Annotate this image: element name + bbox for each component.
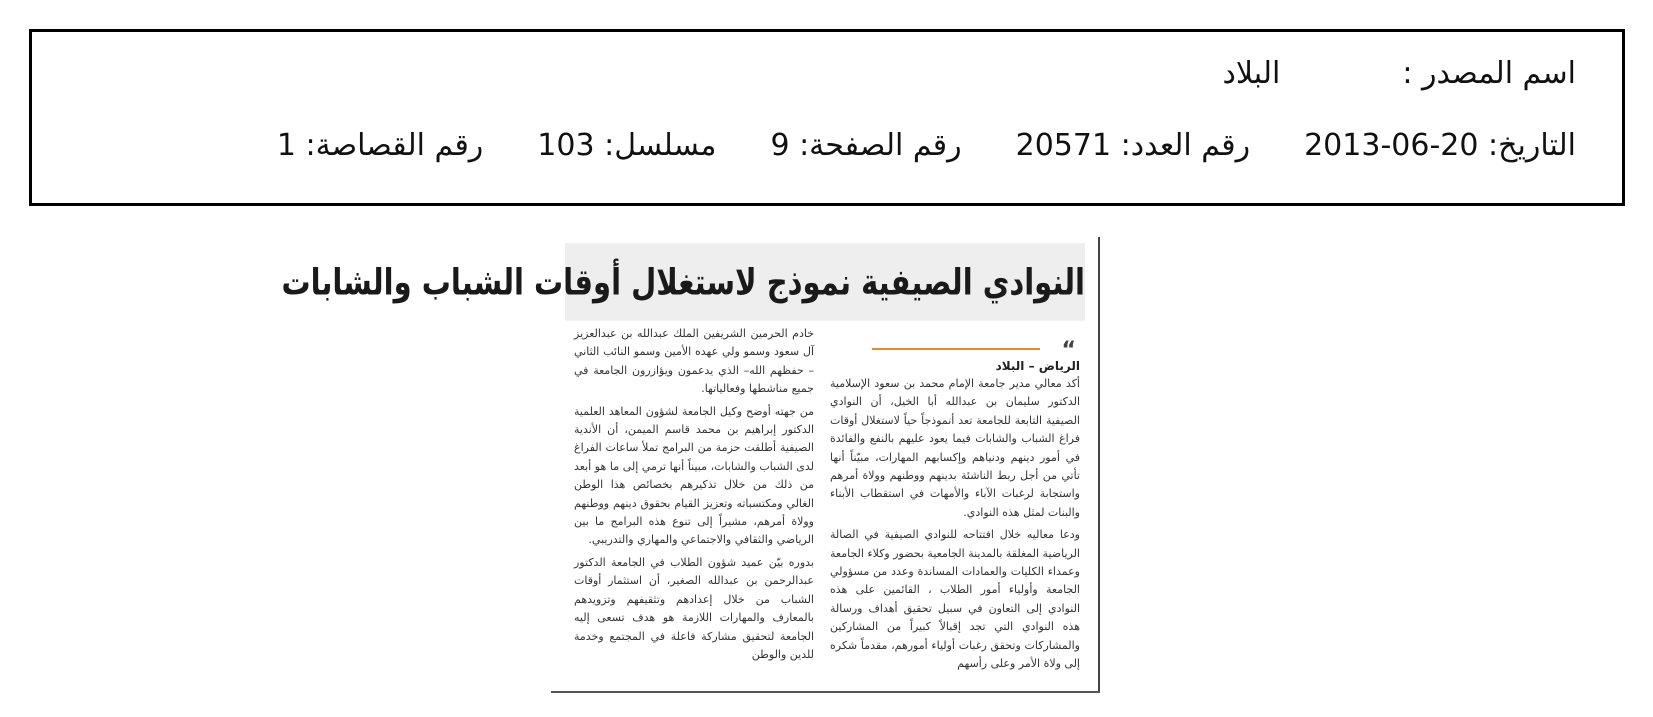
paragraph: بدوره بيّن عميد شؤون الطلاب في الجامعة الدكتور عبدالرحمن بن عبدالله الصغير، أن استثمار أوقات الشباب من خلال إعدادهم وتثقيفهم وتزويدهم بالمعارف والمهارات اللازمة هو هدف تسعى إليه الجامعة لتحقيق مشاركة فاعلة في المجتمع وخدمة للدين والوطن (574, 555, 814, 661)
source-row (1223, 56, 1576, 92)
newspaper-clipping (281, 237, 1102, 693)
source-value: البلاد (1222, 56, 1281, 91)
paragraph: من جهته أوضح وكيل الجامعة لشؤون المعاهد العلمية الدكتور إبراهيم بن محمد قاسم الميمن، أن الأندية الصيفية أطلقت حزمة من البرامج تملأ ساعات الفراغ لدى الشباب والشابات، مبيناً أنها ترمي إلى ما هو أبعد من ذلك من خلال تذكيرهم بخصائص هذا الوطن الغالي ومكتسباته وتعزيز القيام بحقوق دينهم ووطنهم وولاة أمرهم، مشيراً إلى تنوع هذه البرامج ما بين الرياضي والثقافي والاجتماعي والمهاري والتدريبي. (574, 404, 814, 547)
article-byline: الرياض – البلاد (995, 359, 1080, 373)
page-number-field: رقم الصفحة: 9 (770, 128, 962, 163)
date-field: التاريخ: 20-06-2013 (1304, 128, 1576, 163)
paragraph: ودعا معاليه خلال افتتاحه للنوادي الصيفية في الصالة الرياضية المغلقة بالمدينة الجامعية بحضور وكلاء الجامعة وعمداء الكليات والعمادات المساندة وعدد من مسؤولي الجامعة وأولياء أمور الطلاب ، القائمين على هذه النوادي إلى التعاون في سبيل تحقيق أهداف ورسالة هذه النوادي التي تجد إقبالاً كبيراً من المشاركين والمشاركات وتحقق رغبات أولياء أمورهم، مقدماً شكره إلى ولاة الأمر وعلى رأسهم (830, 528, 1080, 671)
article-column-right (830, 375, 1080, 687)
byline-divider (872, 348, 1040, 350)
article-column-left (574, 325, 814, 687)
serial-field: مسلسل: 103 (537, 128, 717, 163)
source-label: اسم المصدر : (1402, 56, 1576, 91)
quote-mark-icon: “ (1061, 338, 1076, 363)
paragraph: خادم الحرمين الشريفين الملك عبدالله بن عبدالعزيز آل سعود وسمو ولي عهده الأمين وسمو النائب الثاني – حفظهم الله– الذي يدعمون ويؤازرون الجامعة في جميع مناشطها وفعالياتها. (574, 327, 814, 396)
paragraph: أكد معالي مدير جامعة الإمام محمد بن سعود الإسلامية الدكتور سليمان بن عبدالله أبا الخيل، أن النوادي الصيفية التابعة للجامعة تعد أنموذجاً حياً لاستغلال أوقات فراغ الشباب والشابات فيما يعود عليهم بالنفع والفائدة في أمور دينهم ودنياهم وإكسابهم المهارات، مبيّناً أنها تأتي من أجل ربط الناشئة بدينهم ووطنهم وولاة أمرهم واستجابة لرغبات الآباء والأمهات في استقطاب الأبناء والبنات لمثل هذه النوادي. (830, 377, 1080, 519)
clipping-metadata-box (29, 29, 1625, 206)
clip-border-right (1098, 237, 1100, 693)
clip-number-field: رقم القصاصة: 1 (276, 128, 484, 163)
issue-number-field: رقم العدد: 20571 (1015, 128, 1251, 163)
details-row (277, 128, 1576, 164)
article-headline: النوادي الصيفية نموذج لاستغلال أوقات الشباب والشابات (565, 243, 1085, 321)
clip-border-bottom (551, 691, 1100, 693)
